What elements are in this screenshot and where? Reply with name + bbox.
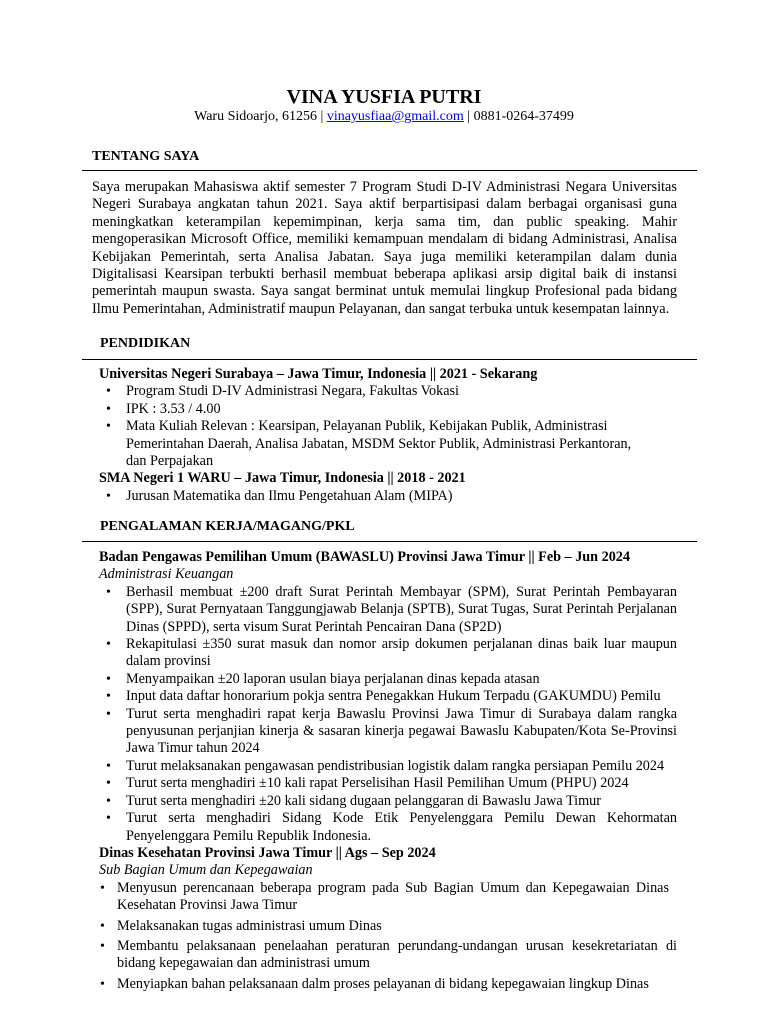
section-title-education: PENDIDIKAN — [100, 336, 191, 351]
section-divider — [82, 359, 697, 360]
bullet-icon: • — [106, 706, 111, 722]
experience-list — [98, 880, 677, 993]
list-item: • Mata Kuliah Relevan : Kearsipan, Pelayanan Publik, Kebijakan Publik, Administrasi Pemerintahan Daerah, Analisa Jabatan, MSDM Sektor Publik, Administrasi Perkantoran, dan Perpajakan — [106, 418, 632, 470]
bullet-icon: • — [106, 758, 111, 774]
bullet-icon: • — [106, 671, 111, 687]
list-item: • Melaksanakan tugas administrasi umum Dinas — [100, 917, 382, 934]
section-divider — [82, 541, 697, 542]
list-item: • Program Studi D-IV Administrasi Negara, Fakultas Vokasi — [106, 383, 459, 400]
bullet-icon: • — [106, 793, 111, 809]
list-item: • Turut serta menghadiri rapat kerja Bawaslu Provinsi Jawa Timur di Surabaya dalam rangka penyusunan perjanjian kinerja & sasaran kinerja pegawai Bawaslu Kabupaten/Kota Se-Provinsi Jawa Timur tahun 2024 — [106, 705, 677, 757]
list-item: • Turut serta menghadiri Sidang Kode Etik Penyelenggara Pemilu Dewan Kehormatan Penyelenggara Pemilu Republik Indonesia. — [106, 810, 677, 844]
list-item: • Membantu pelaksanaan penelaahan peraturan perundang-undangan urusan kesekretariatan di bidang kepegawaian dan administrasi umum — [100, 937, 677, 972]
email-link[interactable]: vinayusfiaa@gmail.com — [326, 109, 464, 124]
experience-heading: Dinas Kesehatan Provinsi Jawa Timur || Ags – Sep 2024 — [99, 844, 436, 861]
bullet-icon: • — [106, 689, 111, 705]
list-item: • Berhasil membuat ±200 draft Surat Perintah Membayar (SPM), Surat Perintah Pembayaran (SPP), Surat Pernyataan Tanggungjawab Belanja (SPTB), Surat Tugas, Surat Perintah Perjalanan Dinas (SPPD), serta visum Surat Perintah Pencairan Dana (SP2D) — [106, 583, 677, 635]
experience-list — [99, 584, 677, 845]
experience-role: Sub Bagian Umum dan Kepegawaian — [99, 862, 313, 879]
list-item: • Turut melaksanakan pengawasan pendistribusian logistik dalam rangka persiapan Pemilu 2024 — [106, 757, 665, 774]
bullet-icon: • — [106, 637, 111, 653]
bullet-icon: • — [100, 976, 105, 992]
contact-line — [0, 108, 768, 125]
education-list — [99, 383, 677, 470]
experience-role: Administrasi Keuangan — [99, 566, 234, 583]
section-title-experience: PENGALAMAN KERJA/MAGANG/PKL — [100, 519, 355, 534]
list-item: • Menyusun perencanaan beberapa program pada Sub Bagian Umum dan Kepegawaian Dinas Kesehatan Provinsi Jawa Timur — [100, 879, 669, 914]
section-divider — [82, 170, 697, 171]
bullet-icon: • — [106, 811, 111, 827]
section-title-about: TENTANG SAYA — [92, 149, 200, 164]
list-item: • Turut serta menghadiri ±10 kali rapat Perselisihan Hasil Pemilihan Umum (PHPU) 2024 — [106, 775, 629, 792]
bullet-icon: • — [106, 419, 111, 435]
candidate-name: VINA YUSFIA PUTRI — [286, 86, 482, 108]
education-section — [99, 366, 677, 505]
list-item: • IPK : 3.53 / 4.00 — [106, 400, 221, 417]
education-list — [99, 488, 677, 505]
education-heading: Universitas Negeri Surabaya – Jawa Timur, Indonesia || 2021 - Sekarang — [99, 366, 538, 382]
list-item: • Menyiapkan bahan pelaksanaan dalm proses pelayanan di bidang kepegawaian lingkup Dinas — [100, 975, 649, 992]
list-item: • Jurusan Matematika dan Ilmu Pengetahuan Alam (MIPA) — [106, 487, 453, 504]
bullet-icon: • — [106, 776, 111, 792]
list-item: • Rekapitulasi ±350 surat masuk dan nomor arsip dokumen perjalanan dinas baik luar maupun dalam provinsi — [106, 636, 677, 670]
contact-separator: | — [467, 109, 474, 124]
list-item: • Menyampaikan ±20 laporan usulan biaya perjalanan dinas kepada atasan — [106, 670, 540, 687]
bullet-icon: • — [100, 880, 105, 896]
list-item: • Turut serta menghadiri ±20 kali sidang dugaan pelanggaran di Bawaslu Jawa Timur — [106, 792, 601, 809]
bullet-icon: • — [106, 488, 111, 504]
education-heading: SMA Negeri 1 WARU – Jawa Timur, Indonesia || 2018 - 2021 — [99, 470, 466, 487]
address: Waru Sidoarjo, 61256 | — [194, 109, 327, 124]
bullet-icon: • — [106, 401, 111, 417]
phone: 0881-0264-37499 — [473, 109, 574, 124]
experience-section — [99, 549, 677, 993]
bullet-icon: • — [106, 384, 111, 400]
list-item: • Input data daftar honorarium pokja sentra Penegakkan Hukum Terpadu (GAKUMDU) Pemilu — [106, 688, 661, 705]
about-text: Saya merupakan Mahasiswa aktif semester 7 Program Studi D-IV Administrasi Negara Universitas Negeri Surabaya angkatan tahun 2021. Saya aktif berpartisipasi dalam berbagai organisasi guna meningkatkan keterampilan kepemimpinan, kerja sama tim, dan public speaking. Mahir mengoperasikan Microsoft Office, memiliki kemampuan mendalam di bidang Administrasi, Analisa Kebijakan Pemerintah, serta Analisa Jabatan. Saya juga memiliki keterampilan dalam dunia Digitalisasi Kearsipan terbukti berhasil membuat beberapa aplikasi arsip digital baik di instansi pemerintah maupun swasta. Saya sangat berminat untuk memulai lingkup Profesional pada bidang Ilmu Pemerintahan, Administratif maupun Pelayanan, dan sangat terbuka untuk kesempatan lainnya. — [92, 179, 677, 317]
bullet-icon: • — [100, 918, 105, 934]
bullet-icon: • — [100, 938, 105, 954]
bullet-icon: • — [106, 584, 111, 600]
experience-heading: Badan Pengawas Pemilihan Umum (BAWASLU) Provinsi Jawa Timur || Feb – Jun 2024 — [99, 549, 630, 565]
